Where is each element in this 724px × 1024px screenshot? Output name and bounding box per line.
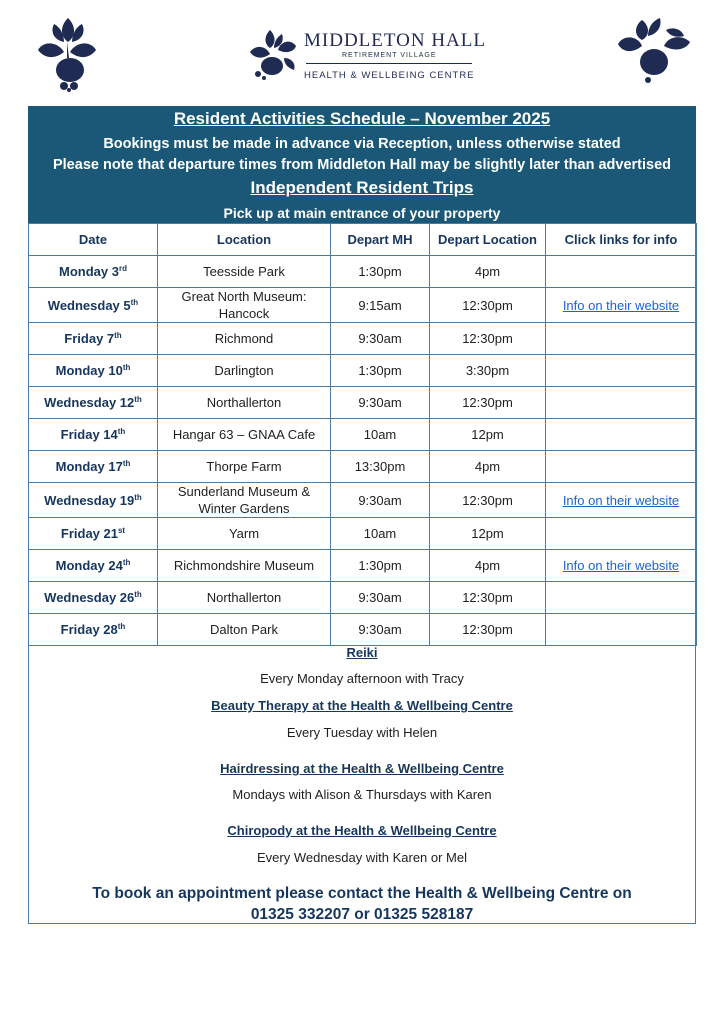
trip-date-suffix: th [122, 558, 131, 567]
pickup-notice: Pick up at main entrance of your property [223, 205, 501, 221]
trip-info-cell [546, 288, 697, 323]
trip-date [29, 550, 158, 582]
trip-depart-location: 12:30pm [430, 288, 546, 323]
trip-date-suffix: th [134, 492, 142, 502]
info-website-link[interactable]: Info on their website [562, 492, 680, 508]
table-header-row [29, 224, 697, 256]
header-info-links: Click links for info [546, 224, 697, 256]
trip-location: Teesside Park [158, 256, 331, 288]
trip-date-day: Friday 14 [60, 427, 118, 442]
trip-date-day: Wednesday 26 [44, 590, 135, 605]
info-website-link[interactable]: Info on their website [562, 558, 680, 573]
trip-info-cell [546, 518, 697, 550]
trip-info-cell [546, 323, 697, 355]
trip-date [29, 518, 158, 550]
trip-info-cell [546, 387, 697, 419]
trip-date-day: Monday 10 [55, 363, 123, 378]
trip-depart-mh: 13:30pm [331, 451, 430, 483]
trip-date [29, 387, 158, 419]
header-depart-location: Depart Location [430, 224, 546, 256]
trip-depart-mh: 1:30pm [331, 355, 430, 387]
trip-depart-mh: 9:30am [331, 323, 430, 355]
trip-info-cell [546, 483, 697, 518]
trip-depart-location: 12pm [430, 419, 546, 451]
trip-date [29, 483, 158, 518]
trip-location: Dalton Park [158, 614, 331, 646]
trip-depart-location: 3:30pm [430, 355, 546, 387]
flower-logo-left-icon [34, 16, 100, 92]
trip-date-day: Friday 7 [64, 331, 115, 346]
trip-location: Northallerton [158, 387, 331, 419]
trip-date [29, 582, 158, 614]
brand-name: MIDDLETON HALL [304, 30, 486, 51]
trip-date [29, 288, 158, 323]
departure-notice: Please note that departure times from Middleton Hall may be slightly later than advertised [52, 157, 671, 173]
flower-logo-right-icon [616, 16, 692, 86]
schedule-title: Resident Activities Schedule – November 2025 [173, 109, 551, 128]
trip-depart-mh: 9:30am [331, 483, 430, 518]
trip-depart-location: 4pm [430, 256, 546, 288]
trip-location: Darlington [158, 355, 331, 387]
trip-location: Northallerton [158, 582, 331, 614]
trip-date-day: Friday 21 [60, 526, 118, 541]
trip-depart-location: 12:30pm [430, 614, 546, 646]
trip-info-cell [546, 355, 697, 387]
service-detail-beauty: Every Tuesday with Helen [286, 725, 438, 740]
trip-location: Hangar 63 – GNAA Cafe [158, 419, 331, 451]
trip-location: Yarm [158, 518, 331, 550]
trip-date-day: Wednesday 19 [44, 492, 135, 508]
trip-date-suffix: st [117, 526, 126, 535]
trip-depart-location: 4pm [430, 550, 546, 582]
brand-header [248, 26, 486, 84]
brand-centre: HEALTH & WELLBEING CENTRE [304, 70, 475, 81]
trip-date-suffix: rd [118, 264, 127, 273]
service-title-reiki: Reiki [346, 645, 378, 660]
trip-date [29, 451, 158, 483]
trip-date [29, 256, 158, 288]
trip-date-day: Monday 17 [55, 459, 123, 474]
service-title-beauty: Beauty Therapy at the Health & Wellbeing Centre [211, 698, 513, 713]
trips-table [28, 223, 697, 646]
booking-phone-numbers: 01325 332207 or 01325 528187 [250, 906, 474, 923]
table-row [29, 355, 697, 387]
trip-date-day: Monday 3 [59, 264, 119, 279]
trip-depart-location: 12pm [430, 518, 546, 550]
section-title: Independent Resident Trips [250, 178, 474, 197]
trip-date-suffix: th [122, 363, 131, 372]
trip-depart-mh: 1:30pm [331, 550, 430, 582]
trip-date [29, 614, 158, 646]
trip-depart-location: 12:30pm [430, 582, 546, 614]
trip-date-suffix: th [134, 395, 142, 404]
table-row [29, 483, 697, 518]
trip-location: Richmond [158, 323, 331, 355]
header-date: Date [29, 224, 158, 256]
flower-brand-icon [248, 28, 300, 80]
trip-date-day: Wednesday 5 [47, 297, 131, 313]
trip-date [29, 355, 158, 387]
table-row [29, 518, 697, 550]
schedule-banner [28, 106, 696, 223]
trip-date-day: Friday 28 [60, 622, 118, 637]
header-depart-mh: Depart MH [331, 224, 430, 256]
trip-info-cell [546, 451, 697, 483]
table-row [29, 419, 697, 451]
trip-depart-mh: 10am [331, 518, 430, 550]
trip-location: Richmondshire Museum [158, 550, 331, 582]
trip-depart-mh: 9:15am [331, 288, 430, 323]
table-row [29, 387, 697, 419]
trip-location: Sunderland Museum & Winter Gardens [158, 483, 331, 518]
service-detail-chiropody: Every Wednesday with Karen or Mel [256, 850, 468, 865]
trip-info-cell [546, 419, 697, 451]
trips-table-body [29, 256, 697, 646]
header-location: Location [158, 224, 331, 256]
trip-depart-location: 12:30pm [430, 387, 546, 419]
trip-date-day: Wednesday 12 [44, 395, 135, 410]
table-row [29, 550, 697, 582]
trip-date-suffix: th [130, 297, 139, 307]
trip-depart-location: 12:30pm [430, 323, 546, 355]
table-row [29, 614, 697, 646]
trip-date-suffix: th [117, 427, 126, 436]
booking-contact-line: To book an appointment please contact the Health & Wellbeing Centre on [92, 885, 632, 902]
table-row [29, 256, 697, 288]
trip-info-cell [546, 550, 697, 582]
service-title-hairdressing: Hairdressing at the Health & Wellbeing Centre [220, 761, 504, 776]
trip-date-suffix: th [117, 622, 126, 631]
trip-depart-mh: 9:30am [331, 387, 430, 419]
trip-date-day: Monday 24 [55, 558, 123, 573]
brand-subtitle: RETIREMENT VILLAGE [342, 52, 437, 59]
trip-info-cell [546, 614, 697, 646]
trip-date [29, 419, 158, 451]
trip-date [29, 323, 158, 355]
trip-depart-mh: 10am [331, 419, 430, 451]
trip-depart-location: 12:30pm [430, 483, 546, 518]
trip-date-suffix: th [122, 459, 131, 468]
service-title-chiropody: Chiropody at the Health & Wellbeing Centre [227, 823, 497, 838]
trip-location: Great North Museum: Hancock [158, 288, 331, 323]
trip-date-suffix: th [134, 590, 142, 599]
trip-location: Thorpe Farm [158, 451, 331, 483]
table-row [29, 582, 697, 614]
trip-depart-mh: 1:30pm [331, 256, 430, 288]
service-detail-hairdressing: Mondays with Alison & Thursdays with Karen [232, 787, 492, 802]
trip-depart-location: 4pm [430, 451, 546, 483]
table-row [29, 288, 697, 323]
service-detail-reiki: Every Monday afternoon with Tracy [260, 671, 464, 686]
trip-depart-mh: 9:30am [331, 614, 430, 646]
trip-depart-mh: 9:30am [331, 582, 430, 614]
info-website-link[interactable]: Info on their website [562, 297, 680, 313]
table-row [29, 323, 697, 355]
trip-info-cell [546, 256, 697, 288]
trip-date-suffix: th [114, 331, 122, 340]
booking-notice: Bookings must be made in advance via Reception, unless otherwise stated [103, 136, 621, 152]
table-row [29, 451, 697, 483]
trip-info-cell [546, 582, 697, 614]
brand-divider [306, 63, 472, 64]
